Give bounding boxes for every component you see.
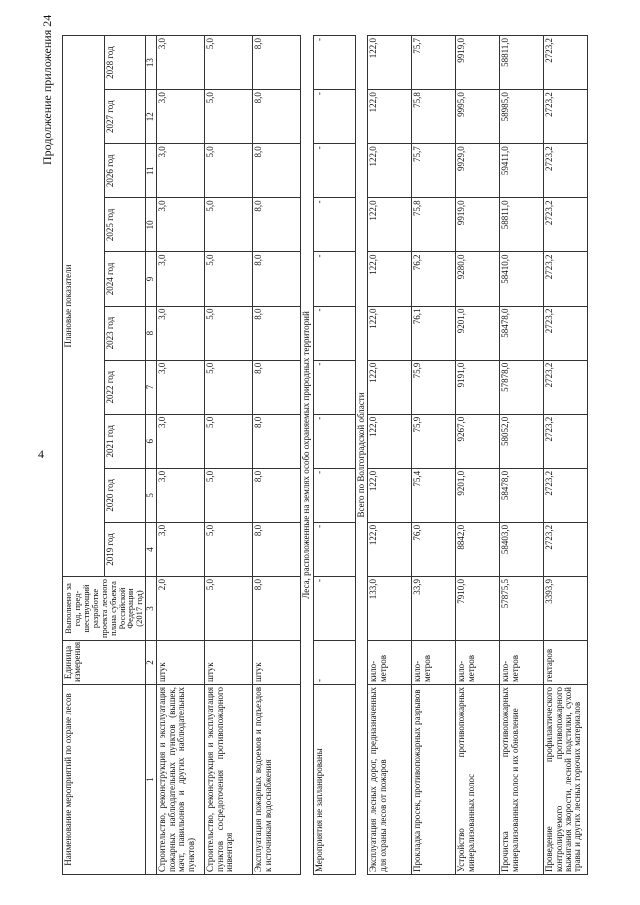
row-value: 9201,0 — [456, 468, 500, 522]
row-name: Устройство противопожарных минерализованных полос — [456, 685, 500, 875]
column-index: 3 — [146, 577, 157, 641]
row-value: 3,0 — [157, 468, 205, 522]
row-value: 75,4 — [412, 468, 456, 522]
header-unit: Единица измерения — [63, 641, 146, 685]
column-index: 1 — [146, 685, 157, 875]
section-title: Леса, расположенные на землях особо охраняемых природных территорий — [301, 36, 313, 875]
row-value: - — [313, 360, 355, 414]
column-index: 2 — [146, 641, 157, 685]
row-unit: кило-метров — [500, 641, 544, 685]
section-title: Всего по Волгоградской области — [355, 36, 367, 875]
row-value: 58403,0 — [500, 522, 544, 576]
row-value: 9929,0 — [456, 144, 500, 198]
row-value: 8,0 — [253, 468, 301, 522]
continuation-label: Продолжение приложения 24 — [40, 14, 54, 165]
column-index: 10 — [146, 198, 157, 252]
row-prev-value: 5,0 — [205, 577, 253, 641]
row-value: 58478,0 — [500, 468, 544, 522]
row-value: 5,0 — [205, 252, 253, 306]
column-index: 8 — [146, 306, 157, 360]
row-value: - — [313, 198, 355, 252]
row-value: 2723,2 — [544, 36, 588, 90]
row-value: 75,8 — [412, 198, 456, 252]
row-unit: штук — [205, 641, 253, 685]
row-prev-value: 33,9 — [412, 577, 456, 641]
row-value: 122,0 — [368, 144, 412, 198]
row-value: 5,0 — [205, 522, 253, 576]
row-value: 5,0 — [205, 198, 253, 252]
row-unit: гектаров — [544, 641, 588, 685]
row-value: 9201,0 — [456, 306, 500, 360]
row-value: 3,0 — [157, 198, 205, 252]
row-value: 8,0 — [253, 414, 301, 468]
row-value: 9267,0 — [456, 414, 500, 468]
forest-protection-table — [62, 35, 588, 875]
row-value: 3,0 — [157, 360, 205, 414]
row-value: 75,9 — [412, 360, 456, 414]
row-value: 75,9 — [412, 414, 456, 468]
header-prev-year: Выполнено за год, пред-шествующий разработке проекта лесного плана субъекта Российской Федерации (2017 год) — [63, 577, 146, 641]
row-value: 122,0 — [368, 360, 412, 414]
row-value: - — [313, 36, 355, 90]
row-value: 58478,0 — [500, 306, 544, 360]
row-value: 9995,0 — [456, 90, 500, 144]
row-value: 8,0 — [253, 360, 301, 414]
row-name: Мероприятия не запланированы — [313, 685, 355, 875]
row-value: 122,0 — [368, 252, 412, 306]
table-row — [313, 36, 355, 875]
row-value: 122,0 — [368, 522, 412, 576]
row-value: 5,0 — [205, 36, 253, 90]
row-prev-value: 133,0 — [368, 577, 412, 641]
row-prev-value: - — [313, 577, 355, 641]
table-row — [456, 36, 500, 875]
row-value: 5,0 — [205, 306, 253, 360]
row-name: Эксплуатация лесных дорог, предназначенных для охраны лесов от пожаров — [368, 685, 412, 875]
column-index: 5 — [146, 468, 157, 522]
row-value: 2723,2 — [544, 360, 588, 414]
table-row — [500, 36, 544, 875]
row-value: 8,0 — [253, 306, 301, 360]
row-value: 8,0 — [253, 90, 301, 144]
row-value: 5,0 — [205, 144, 253, 198]
row-value: 76,0 — [412, 522, 456, 576]
page-number: 4 — [38, 447, 44, 461]
row-value: 59411,0 — [500, 144, 544, 198]
row-value: - — [313, 522, 355, 576]
year-header: 2025 год — [104, 198, 146, 252]
section-row — [301, 36, 313, 875]
row-value: 76,1 — [412, 306, 456, 360]
table-row — [544, 36, 588, 875]
row-value: 2723,2 — [544, 252, 588, 306]
table-body — [157, 36, 588, 875]
table-row — [253, 36, 301, 875]
row-value: 122,0 — [368, 198, 412, 252]
year-header: 2024 год — [104, 252, 146, 306]
row-prev-value: 2,0 — [157, 577, 205, 641]
row-value: 5,0 — [205, 468, 253, 522]
row-prev-value: 8,0 — [253, 577, 301, 641]
row-unit: штук — [157, 641, 205, 685]
row-value: 3,0 — [157, 252, 205, 306]
row-value: - — [313, 468, 355, 522]
row-name: Строительство, реконструкция и эксплуатация пожарных наблюдательных пунктов (вышек, мачт, павильонов и других наблюдательных пунктов) — [157, 685, 205, 875]
row-value: 8,0 — [253, 36, 301, 90]
row-prev-value: 57875,5 — [500, 577, 544, 641]
row-value: 3,0 — [157, 414, 205, 468]
row-value: 57878,0 — [500, 360, 544, 414]
row-value: - — [313, 90, 355, 144]
row-unit: - — [313, 641, 355, 685]
row-value: 2723,2 — [544, 144, 588, 198]
row-value: 2723,2 — [544, 468, 588, 522]
row-value: 3,0 — [157, 90, 205, 144]
year-header: 2028 год — [104, 36, 146, 90]
row-value: - — [313, 306, 355, 360]
row-name: Прокладка просек, противопожарных разрывов — [412, 685, 456, 875]
row-name: Эксплуатация пожарных водоемов и подъездов к источникам водоснабжения — [253, 685, 301, 875]
table-row — [205, 36, 253, 875]
table-row — [368, 36, 412, 875]
year-header: 2026 год — [104, 144, 146, 198]
row-value: 122,0 — [368, 414, 412, 468]
row-value: 122,0 — [368, 36, 412, 90]
row-value: - — [313, 414, 355, 468]
header-planned: Плановые показатели — [63, 36, 105, 577]
row-prev-value: 3393,9 — [544, 577, 588, 641]
row-value: 58811,0 — [500, 36, 544, 90]
row-value: 2723,2 — [544, 414, 588, 468]
row-value: 9919,0 — [456, 198, 500, 252]
row-value: 58985,0 — [500, 90, 544, 144]
row-name: Проведение профилактического контролируемого противопожарного выжигания хворости, лесной подстилки, сухой травы и других лесных горючих материалов — [544, 685, 588, 875]
row-value: 8,0 — [253, 252, 301, 306]
row-value: 9191,0 — [456, 360, 500, 414]
row-value: 58811,0 — [500, 198, 544, 252]
row-value: 75,7 — [412, 36, 456, 90]
column-index: 6 — [146, 414, 157, 468]
column-index: 11 — [146, 144, 157, 198]
year-header: 2022 год — [104, 360, 146, 414]
row-value: 58052,0 — [500, 414, 544, 468]
row-name: Строительство, реконструкция и эксплуатация пунктов сосредоточения противопожарного инвентаря — [205, 685, 253, 875]
row-value: 8842,0 — [456, 522, 500, 576]
row-name: Прочистка противопожарных минерализованных полос и их обновление — [500, 685, 544, 875]
column-index: 7 — [146, 360, 157, 414]
row-value: 3,0 — [157, 36, 205, 90]
row-value: 9919,0 — [456, 36, 500, 90]
column-index: 4 — [146, 522, 157, 576]
row-value: 5,0 — [205, 360, 253, 414]
row-value: 8,0 — [253, 144, 301, 198]
table-row — [157, 36, 205, 875]
year-header: 2019 год — [104, 522, 146, 576]
column-index: 9 — [146, 252, 157, 306]
row-unit: кило-метров — [456, 641, 500, 685]
row-value: 3,0 — [157, 306, 205, 360]
row-value: 2723,2 — [544, 306, 588, 360]
row-value: 5,0 — [205, 90, 253, 144]
table-row — [412, 36, 456, 875]
row-unit: кило-метров — [412, 641, 456, 685]
row-value: 75,8 — [412, 90, 456, 144]
year-header: 2023 год — [104, 306, 146, 360]
row-value: 2723,2 — [544, 522, 588, 576]
row-value: 5,0 — [205, 414, 253, 468]
row-value: 8,0 — [253, 522, 301, 576]
row-value: - — [313, 252, 355, 306]
year-header: 2021 год — [104, 414, 146, 468]
row-value: 122,0 — [368, 90, 412, 144]
column-index-row — [146, 36, 157, 875]
year-header: 2027 год — [104, 90, 146, 144]
row-value: 9280,0 — [456, 252, 500, 306]
row-value: 75,7 — [412, 144, 456, 198]
column-index: 13 — [146, 36, 157, 90]
section-row — [355, 36, 367, 875]
row-value: 8,0 — [253, 198, 301, 252]
header-name: Наименование мероприятий по охране лесов — [63, 685, 146, 875]
row-value: 76,2 — [412, 252, 456, 306]
row-value: 122,0 — [368, 468, 412, 522]
column-index: 12 — [146, 90, 157, 144]
year-header: 2020 год — [104, 468, 146, 522]
row-unit: штук — [253, 641, 301, 685]
row-value: 3,0 — [157, 522, 205, 576]
row-value: - — [313, 144, 355, 198]
row-value: 58410,0 — [500, 252, 544, 306]
row-unit: кило-метров — [368, 641, 412, 685]
row-value: 122,0 — [368, 306, 412, 360]
row-value: 2723,2 — [544, 198, 588, 252]
row-value: 3,0 — [157, 144, 205, 198]
row-value: 2723,2 — [544, 90, 588, 144]
row-prev-value: 7910,0 — [456, 577, 500, 641]
